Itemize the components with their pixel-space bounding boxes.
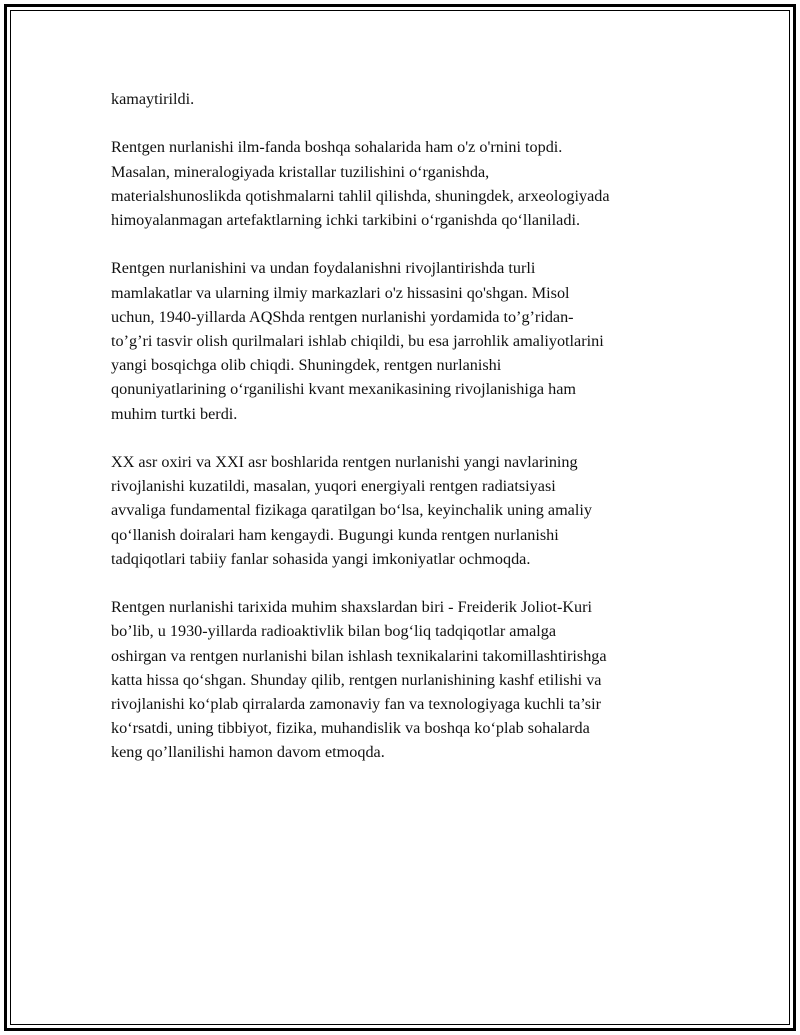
paragraph-1 [111, 87, 691, 111]
text-line: kamaytirildi. [111, 90, 195, 108]
text-line: oshirgan va rentgen nurlanishi bilan ishlash texnikalarini takomillashtirishga [111, 646, 607, 665]
paragraph-3 [111, 256, 691, 425]
text-line: ko‘rsatdi, uning tibbiyot, fizika, muhandislik va boshqa ko‘plab sohalarda [111, 719, 590, 738]
document-body [111, 87, 691, 789]
text-line: muhim turtki berdi. [111, 404, 238, 423]
text-line: avvaliga fundamental fizikaga qaratilgan bo‘lsa, keyinchalik uning amaliy [111, 501, 592, 520]
text-line: mamlakatlar va ularning ilmiy markazlari o'z hissasini qo'shgan. Misol [111, 283, 570, 302]
paragraph-2 [111, 135, 691, 232]
text-line: rivojlanishi kuzatildi, masalan, yuqori energiyali rentgen radiatsiyasi [111, 477, 556, 496]
text-line: qo‘llanish doiralari ham kengaydi. Bugungi kunda rentgen nurlanishi [111, 525, 559, 544]
text-line: Rentgen nurlanishi tarixida muhim shaxslardan biri - Freiderik Joliot-Kuri [111, 598, 593, 617]
text-line: Rentgen nurlanishi ilm-fanda boshqa sohalarida ham o'z o'rnini topdi. [111, 138, 563, 157]
text-line: keng qo’llanilishi hamon davom etmoqda. [111, 743, 385, 762]
text-line: rivojlanishi ko‘plab qirralarda zamonaviy fan va texnologiyaga kuchli ta’sir [111, 695, 601, 714]
text-line: Masalan, mineralogiyada kristallar tuzilishini o‘rganishda, [111, 162, 490, 181]
text-line: XX asr oxiri va XXI asr boshlarida rentgen nurlanishi yangi navlarining [111, 453, 578, 471]
text-line: bo’lib, u 1930-yillarda radioaktivlik bilan bog‘liq tadqiqotlar amalga [111, 622, 557, 641]
text-line: tadqiqotlari tabiiy fanlar sohasida yangi imkoniyatlar ochmoqda. [111, 549, 531, 568]
text-line: himoyalanmagan artefaktlarning ichki tarkibini o‘rganishda qo‘llaniladi. [111, 211, 580, 229]
text-line: uchun, 1940-yillarda AQShda rentgen nurlanishi yordamida to’g’ridan- [111, 307, 574, 326]
text-line: Rentgen nurlanishini va undan foydalanishni rivojlantirishda turli [111, 259, 536, 278]
paragraph-5 [111, 595, 691, 764]
text-line: to’g’ri tasvir olish qurilmalari ishlab chiqildi, bu esa jarrohlik amaliyotlarini [111, 332, 604, 350]
text-line: qonuniyatlarining o‘rganilishi kvant mexanikasining rivojlanishiga ham [111, 380, 577, 399]
text-line: materialshunoslikda qotishmalarni tahlil qilishda, shuningdek, arxeologiyada [111, 186, 610, 205]
paragraph-4 [111, 450, 691, 571]
text-line: yangi bosqichga olib chiqdi. Shuningdek, rentgen nurlanishi [111, 356, 502, 375]
text-line: katta hissa qo‘shgan. Shunday qilib, rentgen nurlanishining kashf etilishi va [111, 670, 602, 689]
